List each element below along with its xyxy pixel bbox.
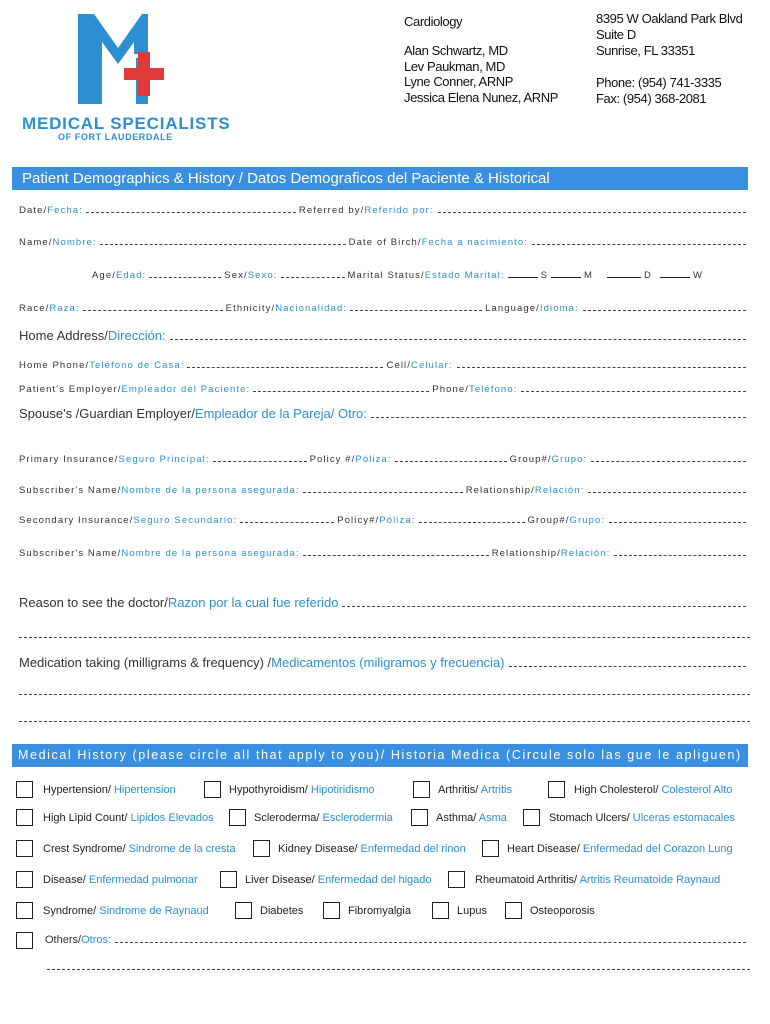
name-dob-row: Name/ Nombre: Date of Birch/ Fecha a nacimiento: <box>19 236 750 248</box>
office-phone: Phone: (954) 741-3335 <box>596 75 722 90</box>
lupus-checkbox[interactable] <box>432 902 449 919</box>
reason-line-2[interactable] <box>19 636 750 638</box>
medication-field[interactable] <box>509 656 746 667</box>
marital-m-blank[interactable] <box>551 269 581 278</box>
others-checkbox[interactable] <box>16 932 33 949</box>
office-fax: Fax: (954) 368-2081 <box>596 91 707 106</box>
subscriber-name-field[interactable] <box>303 484 463 493</box>
section-header-medical-history <box>12 744 748 767</box>
referred-by-field[interactable] <box>438 204 746 213</box>
high-lipid-label: High Lipid Count/ Lipidos Elevados <box>43 812 214 824</box>
stomach-ulcers-label: Stomach Ulcers/ Ulceras estomacales <box>549 812 735 824</box>
relationship-field[interactable] <box>588 484 746 493</box>
doctor-3: Lyne Conner, ARNP <box>404 74 514 89</box>
arthritis-label: Arthritis/ Artritis <box>438 784 512 796</box>
subscriber2-name-field[interactable] <box>303 547 489 556</box>
sex-field[interactable] <box>281 269 345 278</box>
marital-w-blank[interactable] <box>660 269 690 278</box>
crest-syndrome-checkbox[interactable] <box>16 840 33 857</box>
liver-disease-label: Liver Disease/ Enfermedad del higado <box>245 874 432 886</box>
section-title: Patient Demographics & History / Datos Demograficos del Paciente & Historical <box>22 170 550 187</box>
spouse-employer-row: Spouse's /Guardian Employer/ Empleador de la Pareja/ Otro: <box>19 406 750 421</box>
others-field[interactable] <box>115 934 746 943</box>
rheumatoid-arthritis-label: Rheumatoid Arthritis/ Artritis Reumatoide Raynaud <box>475 874 721 886</box>
liver-disease-checkbox[interactable] <box>220 871 237 888</box>
department: Cardiology <box>404 14 463 29</box>
spouse-employer-field[interactable] <box>371 407 746 418</box>
hypothyroidism-checkbox[interactable] <box>204 781 221 798</box>
medication-line-3[interactable] <box>19 720 750 722</box>
others-row: Others/ Otros: <box>45 934 750 946</box>
scleroderma-checkbox[interactable] <box>229 809 246 826</box>
lung-disease-checkbox[interactable] <box>16 871 33 888</box>
stomach-ulcers-checkbox[interactable] <box>523 809 540 826</box>
asthma-checkbox[interactable] <box>411 809 428 826</box>
scleroderma-label: Scleroderma/ Esclerodermia <box>254 812 393 824</box>
medical-history-title: Medical History (please circle all that apply to you)/ Historia Medica (Circule solo las gue le apliguen) <box>18 748 742 762</box>
policy2-field[interactable] <box>419 514 525 523</box>
fibromyalgia-label: Fibromyalgia <box>348 905 411 917</box>
logo-brand-sub: OF FORT LAUDERDALE <box>58 132 173 142</box>
secondary-insurance-field[interactable] <box>240 514 334 523</box>
raynaud-syndrome-checkbox[interactable] <box>16 902 33 919</box>
arthritis-checkbox[interactable] <box>413 781 430 798</box>
crest-syndrome-label: Crest Syndrome/ Sindrome de la cresta <box>43 843 236 855</box>
rheumatoid-arthritis-checkbox[interactable] <box>448 871 465 888</box>
home-phone-field[interactable] <box>187 359 383 368</box>
address-line-3: Sunrise, FL 33351 <box>596 43 695 58</box>
age-sex-marital-row: Age/ Edad: Sex/ Sexo: Marital Status/ Estado Marital: S M D W <box>92 270 704 281</box>
logo-brand-name: MEDICAL SPECIALISTS <box>22 114 231 133</box>
date-referred-row: Date/ Fecha: Referred by/ Referido por: <box>19 204 750 216</box>
employer-phone-row: Patient's Employer/ Empleador del Paciente: Phone/ Teléfono: <box>19 383 750 395</box>
group2-field[interactable] <box>609 514 746 523</box>
lupus-label: Lupus <box>457 905 487 917</box>
section-header-demographics <box>12 167 748 190</box>
osteoporosis-label: Osteoporosis <box>530 905 595 917</box>
secondary-insurance-row: Secondary Insurance/ Seguro Secundario: Policy#/ Póliza: Group#/ Grupo: <box>19 514 750 526</box>
policy-field[interactable] <box>395 453 507 462</box>
high-cholesterol-label: High Cholesterol/ Colesterol Alto <box>574 784 733 796</box>
marital-d-blank[interactable] <box>607 269 641 278</box>
relationship2-field[interactable] <box>614 547 746 556</box>
dob-field[interactable] <box>532 236 746 245</box>
high-cholesterol-checkbox[interactable] <box>548 781 565 798</box>
raynaud-syndrome-label: Syndrome/ Sindrome de Raynaud <box>43 905 209 917</box>
race-ethnicity-language-row: Race/ Raza: Ethnicity/ Nacionalidad: Language/ Idioma: <box>19 302 750 314</box>
cell-field[interactable] <box>457 359 746 368</box>
home-phone-cell-row: Home Phone/ Teléfono de Casa: Cell/ Celular: <box>19 359 750 371</box>
heart-disease-label: Heart Disease/ Enfermedad del Corazon Lung <box>507 843 733 855</box>
diabetes-label: Diabetes <box>260 905 304 917</box>
primary-insurance-row: Primary Insurance/ Seguro Principal: Policy #/ Póliza: Group#/ Grupo: <box>19 453 750 465</box>
age-field[interactable] <box>149 269 221 278</box>
address-line-1: 8395 W Oakland Park Blvd <box>596 11 743 26</box>
asthma-label: Asthma/ Asma <box>436 812 507 824</box>
primary-insurance-field[interactable] <box>213 453 307 462</box>
medication-line-2[interactable] <box>19 693 750 695</box>
doctor-2: Lev Paukman, MD <box>404 59 505 74</box>
ethnicity-field[interactable] <box>350 302 482 311</box>
reason-field[interactable] <box>342 596 746 607</box>
others-line-2[interactable] <box>47 968 750 970</box>
employer-phone-field[interactable] <box>521 383 746 392</box>
reason-row: Reason to see the doctor/ Razon por la cual fue referido <box>19 595 750 610</box>
name-field[interactable] <box>100 236 346 245</box>
high-lipid-checkbox[interactable] <box>16 809 33 826</box>
address-line-2: Suite D <box>596 27 636 42</box>
language-field[interactable] <box>583 302 746 311</box>
race-field[interactable] <box>83 302 223 311</box>
kidney-disease-checkbox[interactable] <box>253 840 270 857</box>
subscriber-row: Subscriber's Name/ Nombre de la persona asegurada: Relationship/ Relación: <box>19 484 750 496</box>
employer-field[interactable] <box>253 383 429 392</box>
doctor-4: Jessica Elena Nunez, ARNP <box>404 90 559 105</box>
subscriber2-row: Subscriber's Name/ Nombre de la persona asegurada: Relationship/ Relación: <box>19 547 750 559</box>
hypothyroidism-label: Hypothyroidism/ Hipotiridismo <box>229 784 375 796</box>
medication-row: Medication taking (milligrams & frequency) / Medicamentos (miligramos y frecuencia) <box>19 655 750 670</box>
medical-specialists-logo-mark <box>78 14 170 110</box>
kidney-disease-label: Kidney Disease/ Enfermedad del rinon <box>278 843 466 855</box>
heart-disease-checkbox[interactable] <box>482 840 499 857</box>
home-address-row: Home Address/ Dirección: <box>19 328 750 343</box>
hypertension-label: Hypertension/ Hipertension <box>43 784 176 796</box>
date-field[interactable] <box>86 204 296 213</box>
doctor-1: Alan Schwartz, MD <box>404 43 508 58</box>
lung-disease-label: Disease/ Enfermedad pulmonar <box>43 874 198 886</box>
osteoporosis-checkbox[interactable] <box>505 902 522 919</box>
group-field[interactable] <box>591 453 746 462</box>
fibromyalgia-checkbox[interactable] <box>323 902 340 919</box>
diabetes-checkbox[interactable] <box>235 902 252 919</box>
marital-s-blank[interactable] <box>508 269 538 278</box>
hypertension-checkbox[interactable] <box>16 781 33 798</box>
home-address-field[interactable] <box>170 329 746 340</box>
